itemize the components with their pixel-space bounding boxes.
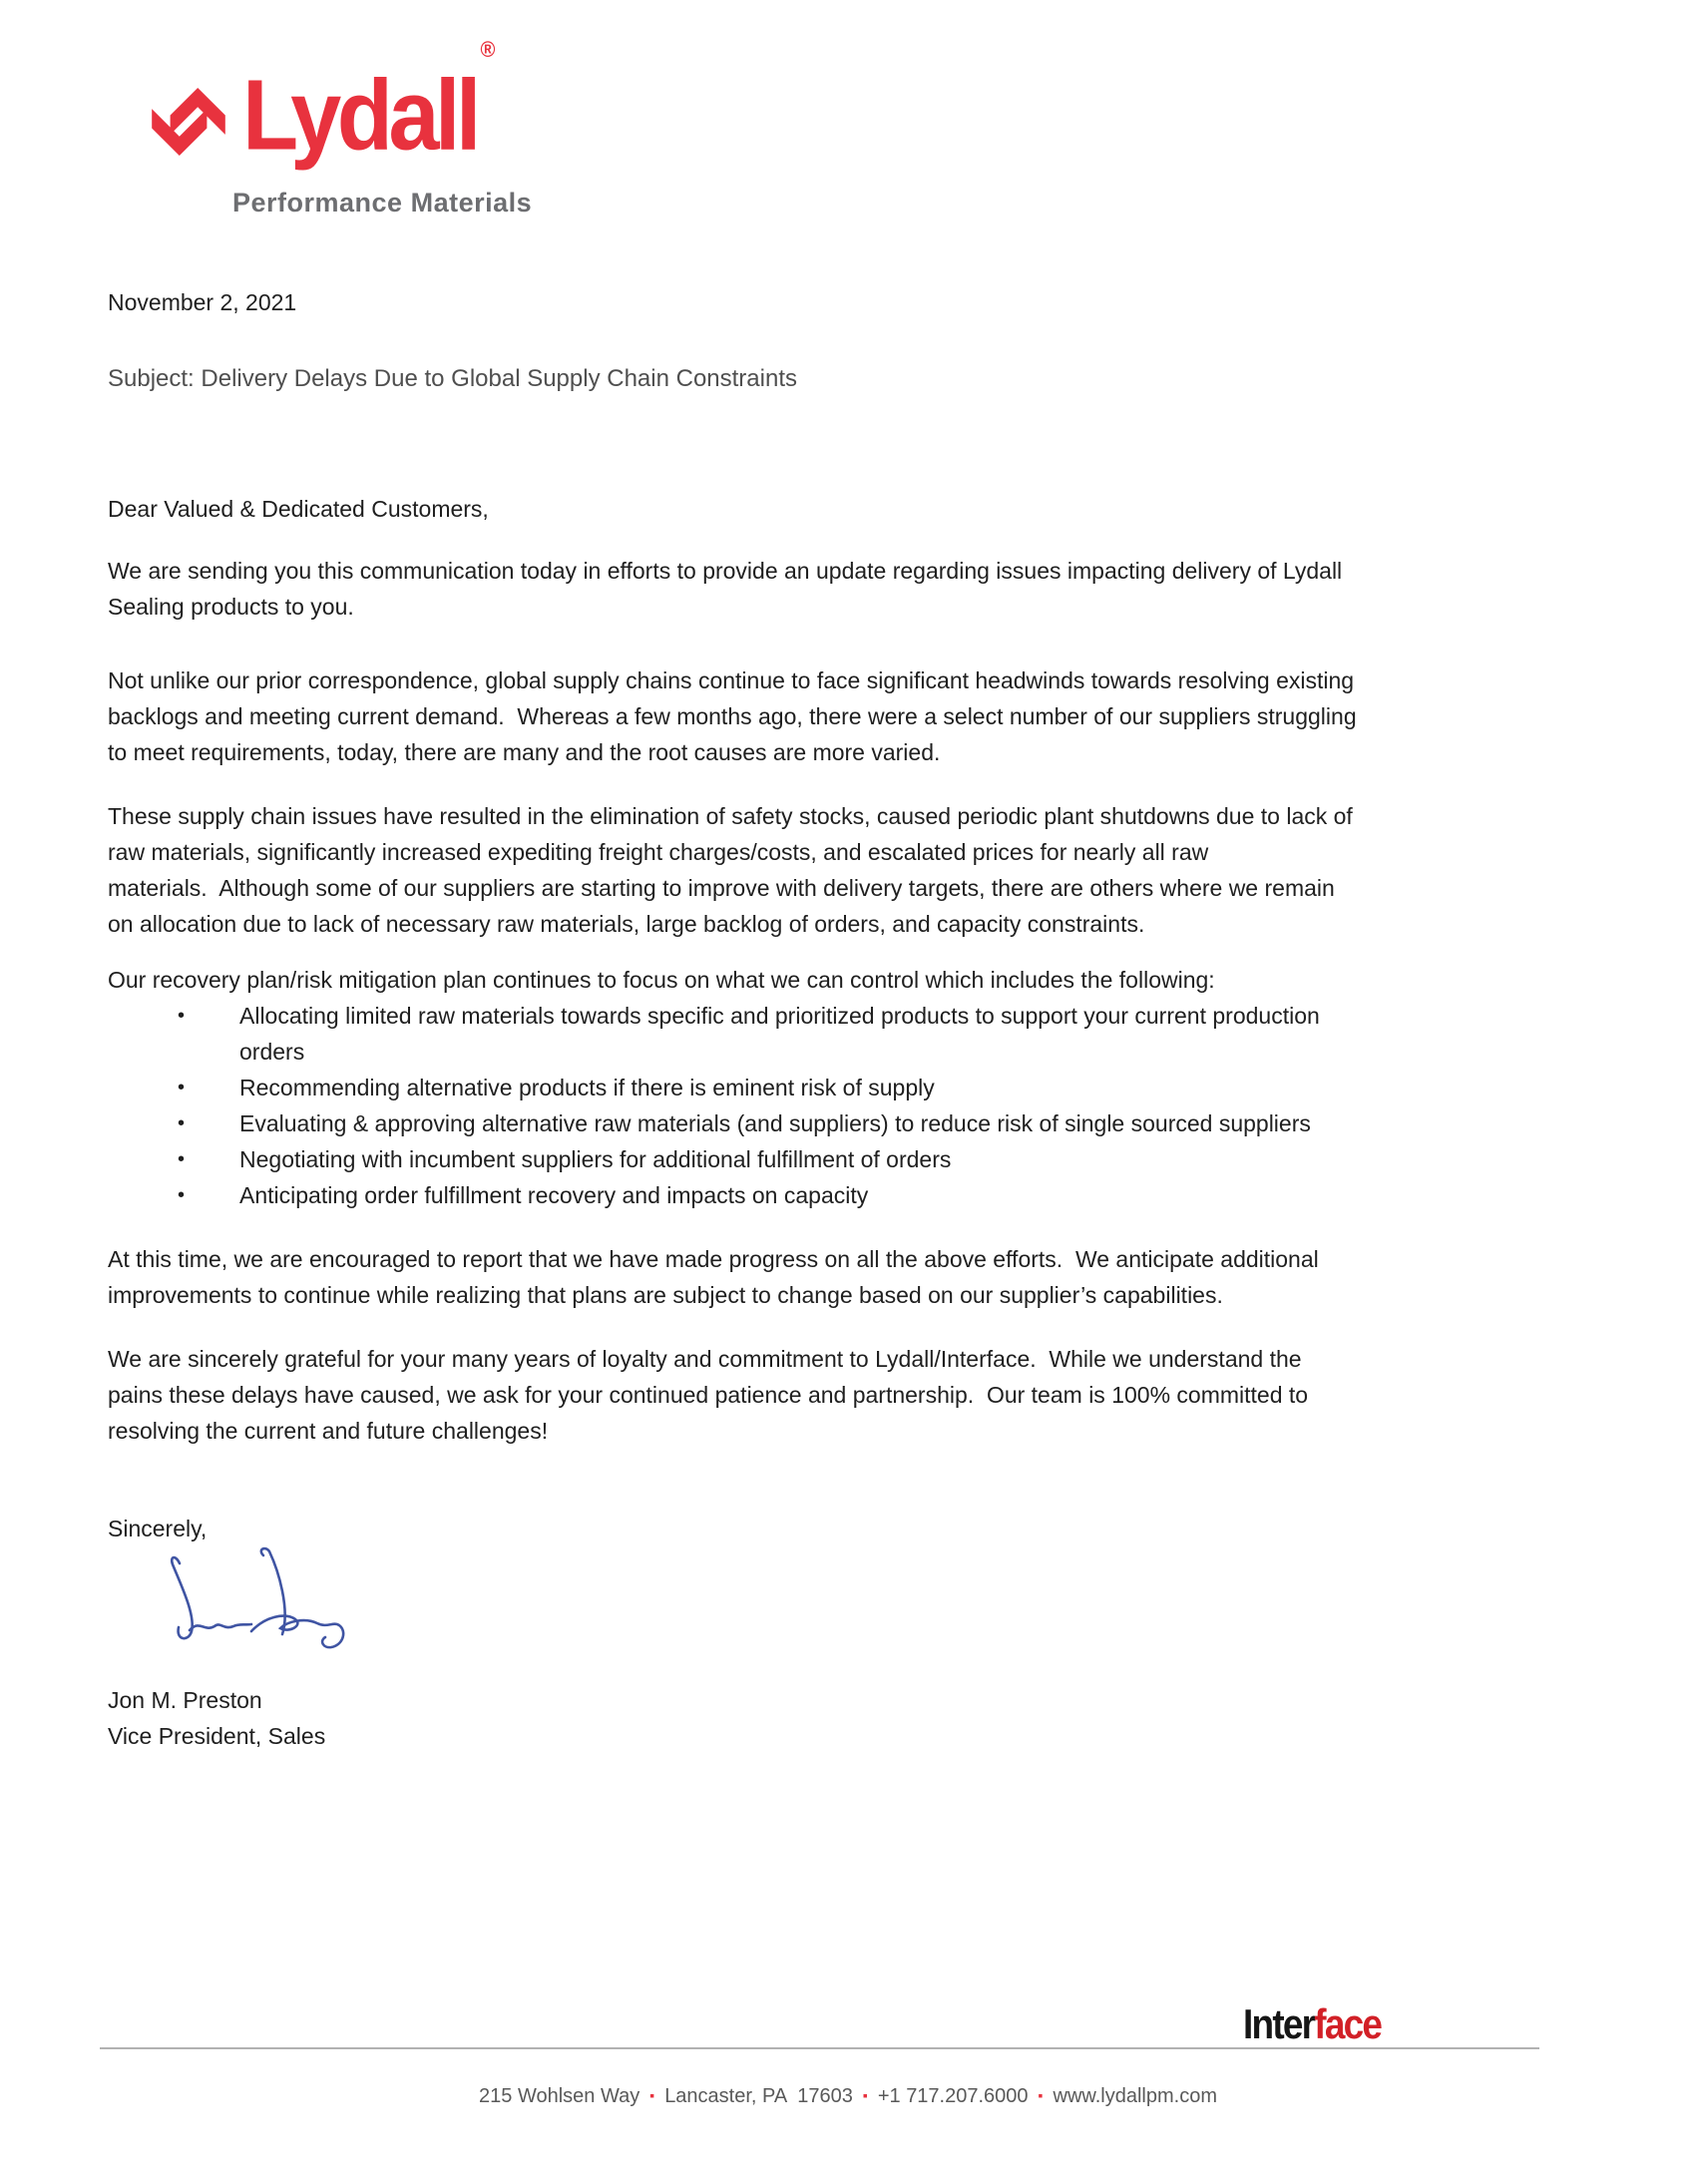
paragraph-2: [108, 662, 1357, 770]
red-square-icon: ▪: [1038, 2087, 1044, 2103]
footer-phone: +1 717.207.6000: [877, 2085, 1029, 2107]
paragraph-6: [108, 1341, 1308, 1449]
paragraph-line: These supply chain issues have resulted in the elimination of safety stocks, caused periodic plant shutdowns due to lack of: [108, 803, 1353, 829]
paragraph-line: to meet requirements, today, there are many and the root causes are more varied.: [108, 739, 941, 765]
bullet-line: Anticipating order fulfillment recovery and impacts on capacity: [239, 1182, 869, 1208]
paragraph-line: Not unlike our prior correspondence, global supply chains continue to face significant headwinds towards resolving existing: [108, 667, 1355, 693]
paragraph-line: At this time, we are encouraged to report that we have made progress on all the above efforts. We anticipate additional: [108, 1246, 1319, 1272]
list-intro: [108, 962, 1215, 998]
footer-city: Lancaster, PA 17603: [664, 2085, 853, 2107]
lydall-wordmark-text: Lydall: [242, 59, 477, 172]
bullet-line: Negotiating with incumbent suppliers for additional fulfillment of orders: [239, 1146, 952, 1172]
bullet-line: Recommending alternative products if there is eminent risk of supply: [239, 1075, 935, 1100]
paragraph-line: on allocation due to lack of necessary raw materials, large backlog of orders, and capacity constraints.: [108, 911, 1145, 937]
paragraph-line: We are sending you this communication today in efforts to provide an update regarding issues impacting delivery of Lydall: [108, 558, 1343, 584]
paragraph-line: pains these delays have caused, we ask for your continued patience and partnership. Our team is 100% committed to: [108, 1382, 1309, 1408]
paragraph-line: We are sincerely grateful for your many years of loyalty and commitment to Lydall/Interface. While we understand the: [108, 1346, 1302, 1372]
paragraph-line: Sealing products to you.: [108, 594, 354, 620]
registered-mark-icon: ®: [480, 37, 496, 62]
signer-title: Vice President, Sales: [108, 1723, 326, 1749]
interface-logo-black-text: Inter: [1243, 2000, 1315, 2047]
bullet-line: Allocating limited raw materials towards specific and prioritized products to support your current production: [239, 1003, 1320, 1029]
bullet-icon: •: [178, 1077, 186, 1098]
list-item: [108, 1177, 1320, 1213]
bullet-line: orders: [239, 1039, 305, 1065]
bullet-list: [108, 998, 1320, 1213]
list-item: [108, 1105, 1320, 1141]
footer-divider: [100, 2047, 1539, 2049]
salutation: Dear Valued & Dedicated Customers,: [108, 496, 489, 522]
paragraph-line: backlogs and meeting current demand. Whereas a few months ago, there were a select number of our suppliers struggling: [108, 703, 1357, 729]
logo-subtitle: Performance Materials: [232, 188, 533, 218]
bullet-icon: •: [178, 1184, 186, 1206]
bullet-line: Evaluating & approving alternative raw materials (and suppliers) to reduce risk of single sourced suppliers: [239, 1110, 1311, 1136]
paragraph-line: materials. Although some of our suppliers are starting to improve with delivery targets, there are others where we remain: [108, 875, 1335, 901]
interface-logo-red-text: face: [1314, 2000, 1382, 2047]
lydall-wordmark: [242, 37, 496, 172]
interface-logo: [1243, 1999, 1381, 2049]
paragraph-line: raw materials, significantly increased expediting freight charges/costs, and escalated prices for nearly all raw: [108, 839, 1209, 865]
paragraph-line: Our recovery plan/risk mitigation plan continues to focus on what we can control which includes the following:: [108, 967, 1215, 993]
red-square-icon: ▪: [649, 2087, 655, 2103]
paragraph-5: [108, 1241, 1319, 1313]
red-square-icon: ▪: [862, 2087, 868, 2103]
paragraph-line: improvements to continue while realizing that plans are subject to change based on our supplier’s capabilities.: [108, 1282, 1223, 1308]
footer-street: 215 Wohlsen Way: [479, 2085, 640, 2107]
paragraph-3: [108, 798, 1353, 942]
footer-address: [0, 2085, 1696, 2108]
bullet-icon: •: [178, 1005, 186, 1027]
signer-name: Jon M. Preston: [108, 1687, 262, 1713]
paragraph-1: [108, 553, 1342, 625]
list-item: [108, 998, 1320, 1070]
bullet-icon: •: [178, 1112, 186, 1134]
paragraph-line: resolving the current and future challenges!: [108, 1418, 549, 1444]
closing: Sincerely,: [108, 1516, 208, 1541]
letter-date: November 2, 2021: [108, 289, 297, 315]
lydall-mark-icon: [143, 74, 234, 170]
list-item: [108, 1141, 1320, 1177]
list-item: [108, 1070, 1320, 1105]
subject-line: Subject: Delivery Delays Due to Global Supply Chain Constraints: [108, 365, 797, 392]
footer-website: www.lydallpm.com: [1053, 2085, 1217, 2107]
lydall-logo: [143, 37, 517, 172]
signature-image: [148, 1541, 357, 1666]
signer-block: [108, 1682, 325, 1754]
bullet-icon: •: [178, 1148, 186, 1170]
